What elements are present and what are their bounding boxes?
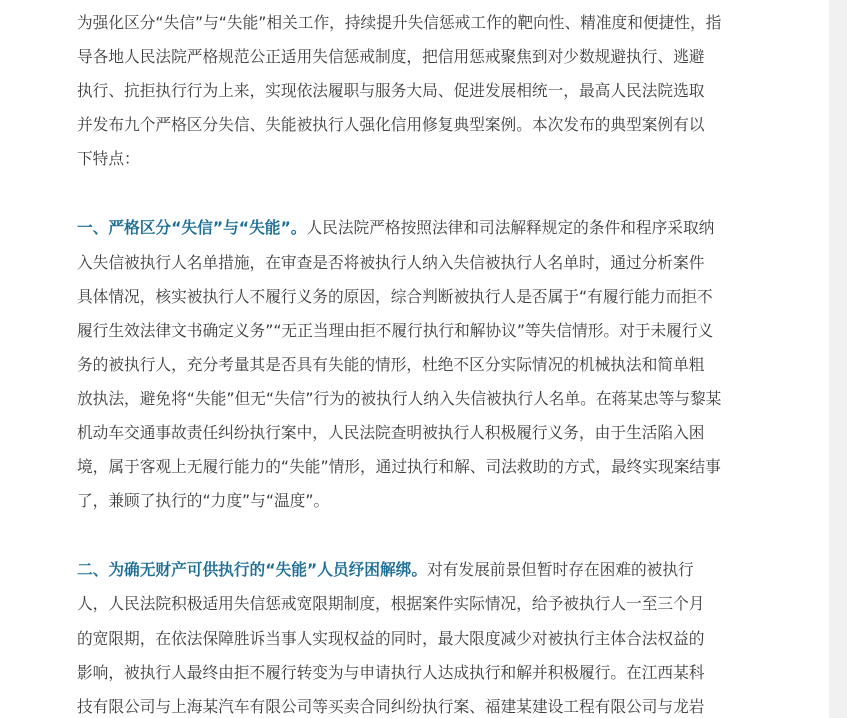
paragraph-text: 人民法院严格按照法律和司法解释规定的条件和程序采取纳 [306, 218, 715, 238]
paragraph-line: 境，属于客观上无履行能力的“失能”情形，通过执行和解、司法救助的方式，最终实现案结事 [77, 457, 721, 477]
section-2-heading: 二、为确无财产可供执行的“失能”人员纾困解绑。 [77, 560, 428, 580]
article-body [77, 0, 753, 718]
paragraph-line: 技有限公司与上海某汽车有限公司等买卖合同纠纷执行案、福建某建设工程有限公司与龙岩 [77, 696, 705, 716]
paragraph-line: 影响，被执行人最终由拒不履行转变为与申请执行人达成执行和解并积极履行。在江西某科 [77, 662, 705, 682]
paragraph-line: 履行生效法律文书确定义务”“无正当理由拒不履行执行和解协议”等失信情形。对于未履行义 [77, 320, 714, 340]
paragraph-line: 放执法，避免将“失能”但无“失信”行为的被执行人纳入失信被执行人名单。在蒋某忠等与黎某 [77, 388, 722, 408]
section-1-paragraph [77, 211, 753, 518]
paragraph-line: 人，人民法院积极适用失信惩戒宽限期制度，根据案件实际情况，给予被执行人一至三个月 [77, 594, 705, 614]
paragraph-line: 机动车交通事故责任纠纷执行案中，人民法院查明被执行人积极履行义务，由于生活陷入困 [77, 423, 705, 443]
paragraph-line: 了，兼顾了执行的“力度”与“温度”。 [77, 491, 330, 511]
paragraph-line: 入失信被执行人名单措施，在审查是否将被执行人纳入失信被执行人名单时，通过分析案件 [77, 252, 705, 272]
paragraph-text: 对有发展前景但暂时存在困难的被执行 [427, 560, 694, 580]
paragraph-line [77, 553, 753, 587]
paragraph-line: 导各地人民法院严格规范公正适用失信惩戒制度，把信用惩戒聚焦到对少数规避执行、逃避 [77, 47, 705, 67]
paragraph-line: 为强化区分“失信”与“失能”相关工作，持续提升失信惩戒工作的靶向性、精准度和便捷性，指 [77, 13, 722, 32]
paragraph-line: 下特点： [77, 149, 140, 169]
paragraph-line: 具体情况，核实被执行人不履行义务的原因，综合判断被执行人是否属于“有履行能力而拒不 [77, 286, 713, 306]
vertical-scrollbar[interactable] [829, 0, 847, 718]
paragraph-line: 务的被执行人，充分考量其是否具有失能的情形，杜绝不区分实际情况的机械执法和简单粗 [77, 354, 705, 374]
section-2-paragraph [77, 553, 753, 718]
paragraph-line: 的宽限期，在依法保障胜诉当事人实现权益的同时，最大限度减少对被执行主体合法权益的 [77, 628, 705, 648]
section-1-heading: 一、严格区分“失信”与“失能”。 [77, 218, 307, 238]
intro-paragraph [77, 6, 753, 176]
paragraph-line [77, 211, 753, 245]
paragraph-line: 执行、抗拒执行行为上来，实现依法履职与服务大局、促进发展相统一，最高人民法院选取 [77, 81, 705, 101]
paragraph-spacer [77, 518, 753, 553]
paragraph-spacer [77, 176, 753, 211]
paragraph-line: 并发布九个严格区分失信、失能被执行人强化信用修复典型案例。本次发布的典型案例有以 [77, 115, 705, 135]
